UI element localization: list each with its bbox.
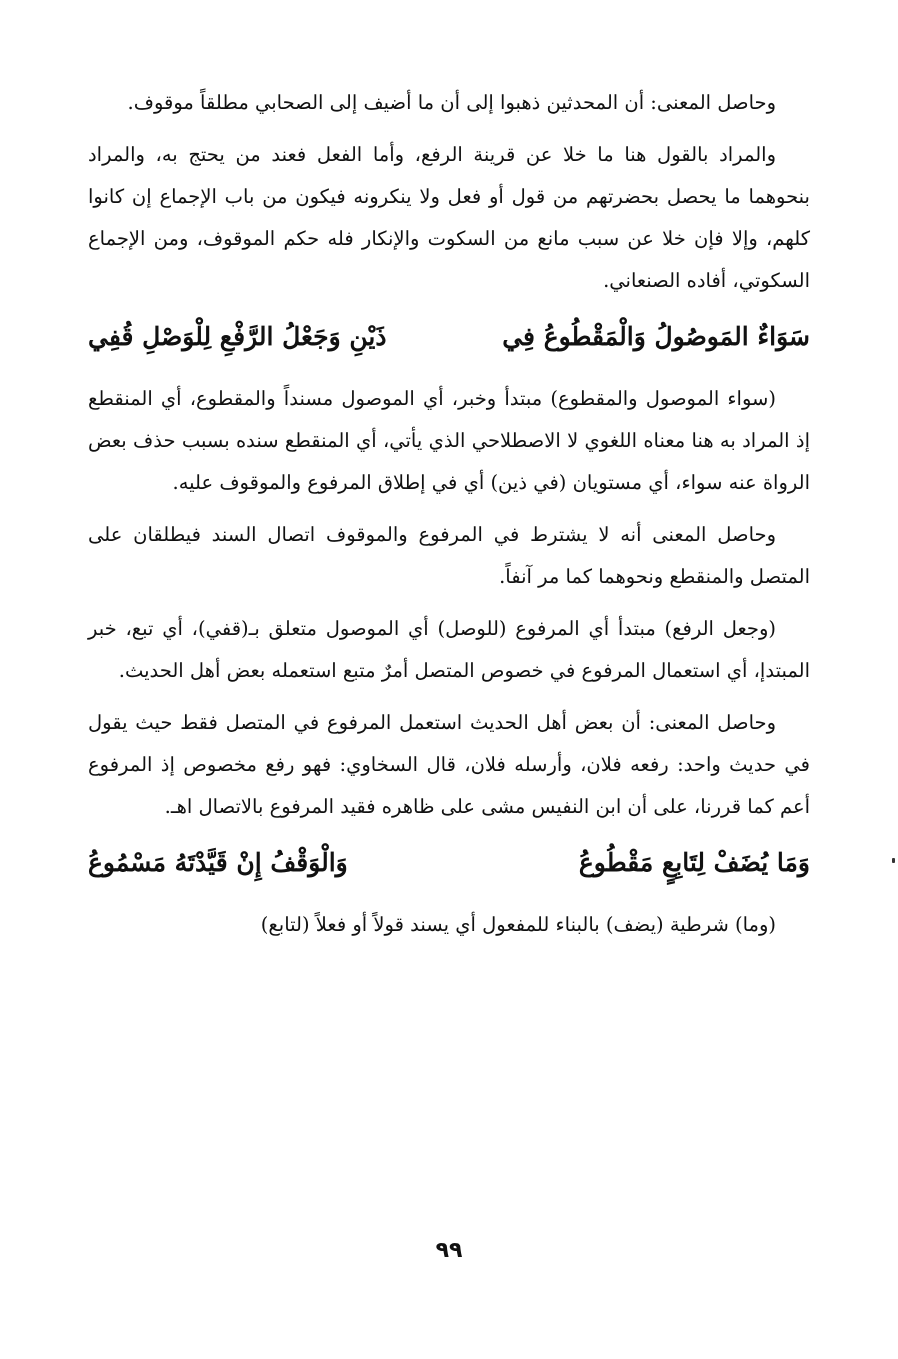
page-number: ٩٩ [435,1238,463,1263]
verse-1-first-hemistich: سَوَاءٌ المَوصُولُ وَالْمَقْطُوعُ فِي [502,322,810,351]
verse-1-second-hemistich: ذَيْنِ وَجَعْلُ الرَّفْعِ لِلْوَصْلِ قُفِي [88,322,387,351]
paragraph-meaning-summary-3: وحاصل المعنى: أن بعض أهل الحديث استعمل المرفوع في المتصل فقط حيث يقول في حديث واحد: رفعه فلان، وأرسله فلان، قال السخاوي: فهو رفع مخصوص إذ المرفوع أعم كما قررنا، على أن ابن النفيس مشى على ظاهره فقيد المرفوع بالاتصال اهـ. [88,711,810,818]
verse-2-second-hemistich: وَالْوَقْفُ إِنْ قَيَّدْتَهُ مَسْمُوعُ [88,848,348,877]
verse-line-2 [88,838,810,888]
paragraph-meaning-summary-2: وحاصل المعنى أنه لا يشترط في المرفوع والموقوف اتصال السند فيطلقان على المتصل والمنقطع ونحوهما كما مر آنفاً. [88,523,810,588]
margin-mark [892,858,895,863]
paragraph-qawl-explanation: والمراد بالقول هنا ما خلا عن قرينة الرفع، وأما الفعل فعند من يحتج به، والمراد بنحوهما ما يحصل بحضرتهم من قول أو فعل ولا ينكرونه فيكون من باب الإجماع إن كانوا كلهم، وإلا فإن خلا عن سبب مانع من السكوت والإنكار فله حكم الموقوف، ومن الإجماع السكوتي، أفاده الصنعاني. [88,143,810,292]
paragraph-sawa-explanation: (سواء الموصول والمقطوع) مبتدأ وخبر، أي الموصول مسنداً والمقطوع، أي المنقطع إذ المراد به هنا معناه اللغوي لا الاصطلاحي الذي يأتي، أي المنقطع سنده بسبب حذف بعض الرواة عنه سواء، أي مستويان (في ذين) أي في إطلاق المرفوع والموقوف عليه. [88,387,810,494]
verse-2-first-hemistich: وَمَا يُضَفْ لِتَابِعٍ مَقْطُوعُ [578,848,810,877]
page-body [88,82,810,956]
paragraph-meaning-summary-1: وحاصل المعنى: أن المحدثين ذهبوا إلى أن ما أضيف إلى الصحابي مطلقاً موقوف. [127,91,776,114]
paragraph-raf-explanation: (وجعل الرفع) مبتدأ أي المرفوع (للوصل) أي الموصول متعلق بـ(قفي)، أي تبع، خبر المبتدإ، أي استعمال المرفوع في خصوص المتصل أمرٌ متبع استعمله بعض أهل الحديث. [88,617,810,682]
verse-line-1 [88,312,810,362]
paragraph-wama-explanation: (وما) شرطية (يضف) بالبناء للمفعول أي يسند قولاً أو فعلاً (لتابع) [260,913,776,936]
